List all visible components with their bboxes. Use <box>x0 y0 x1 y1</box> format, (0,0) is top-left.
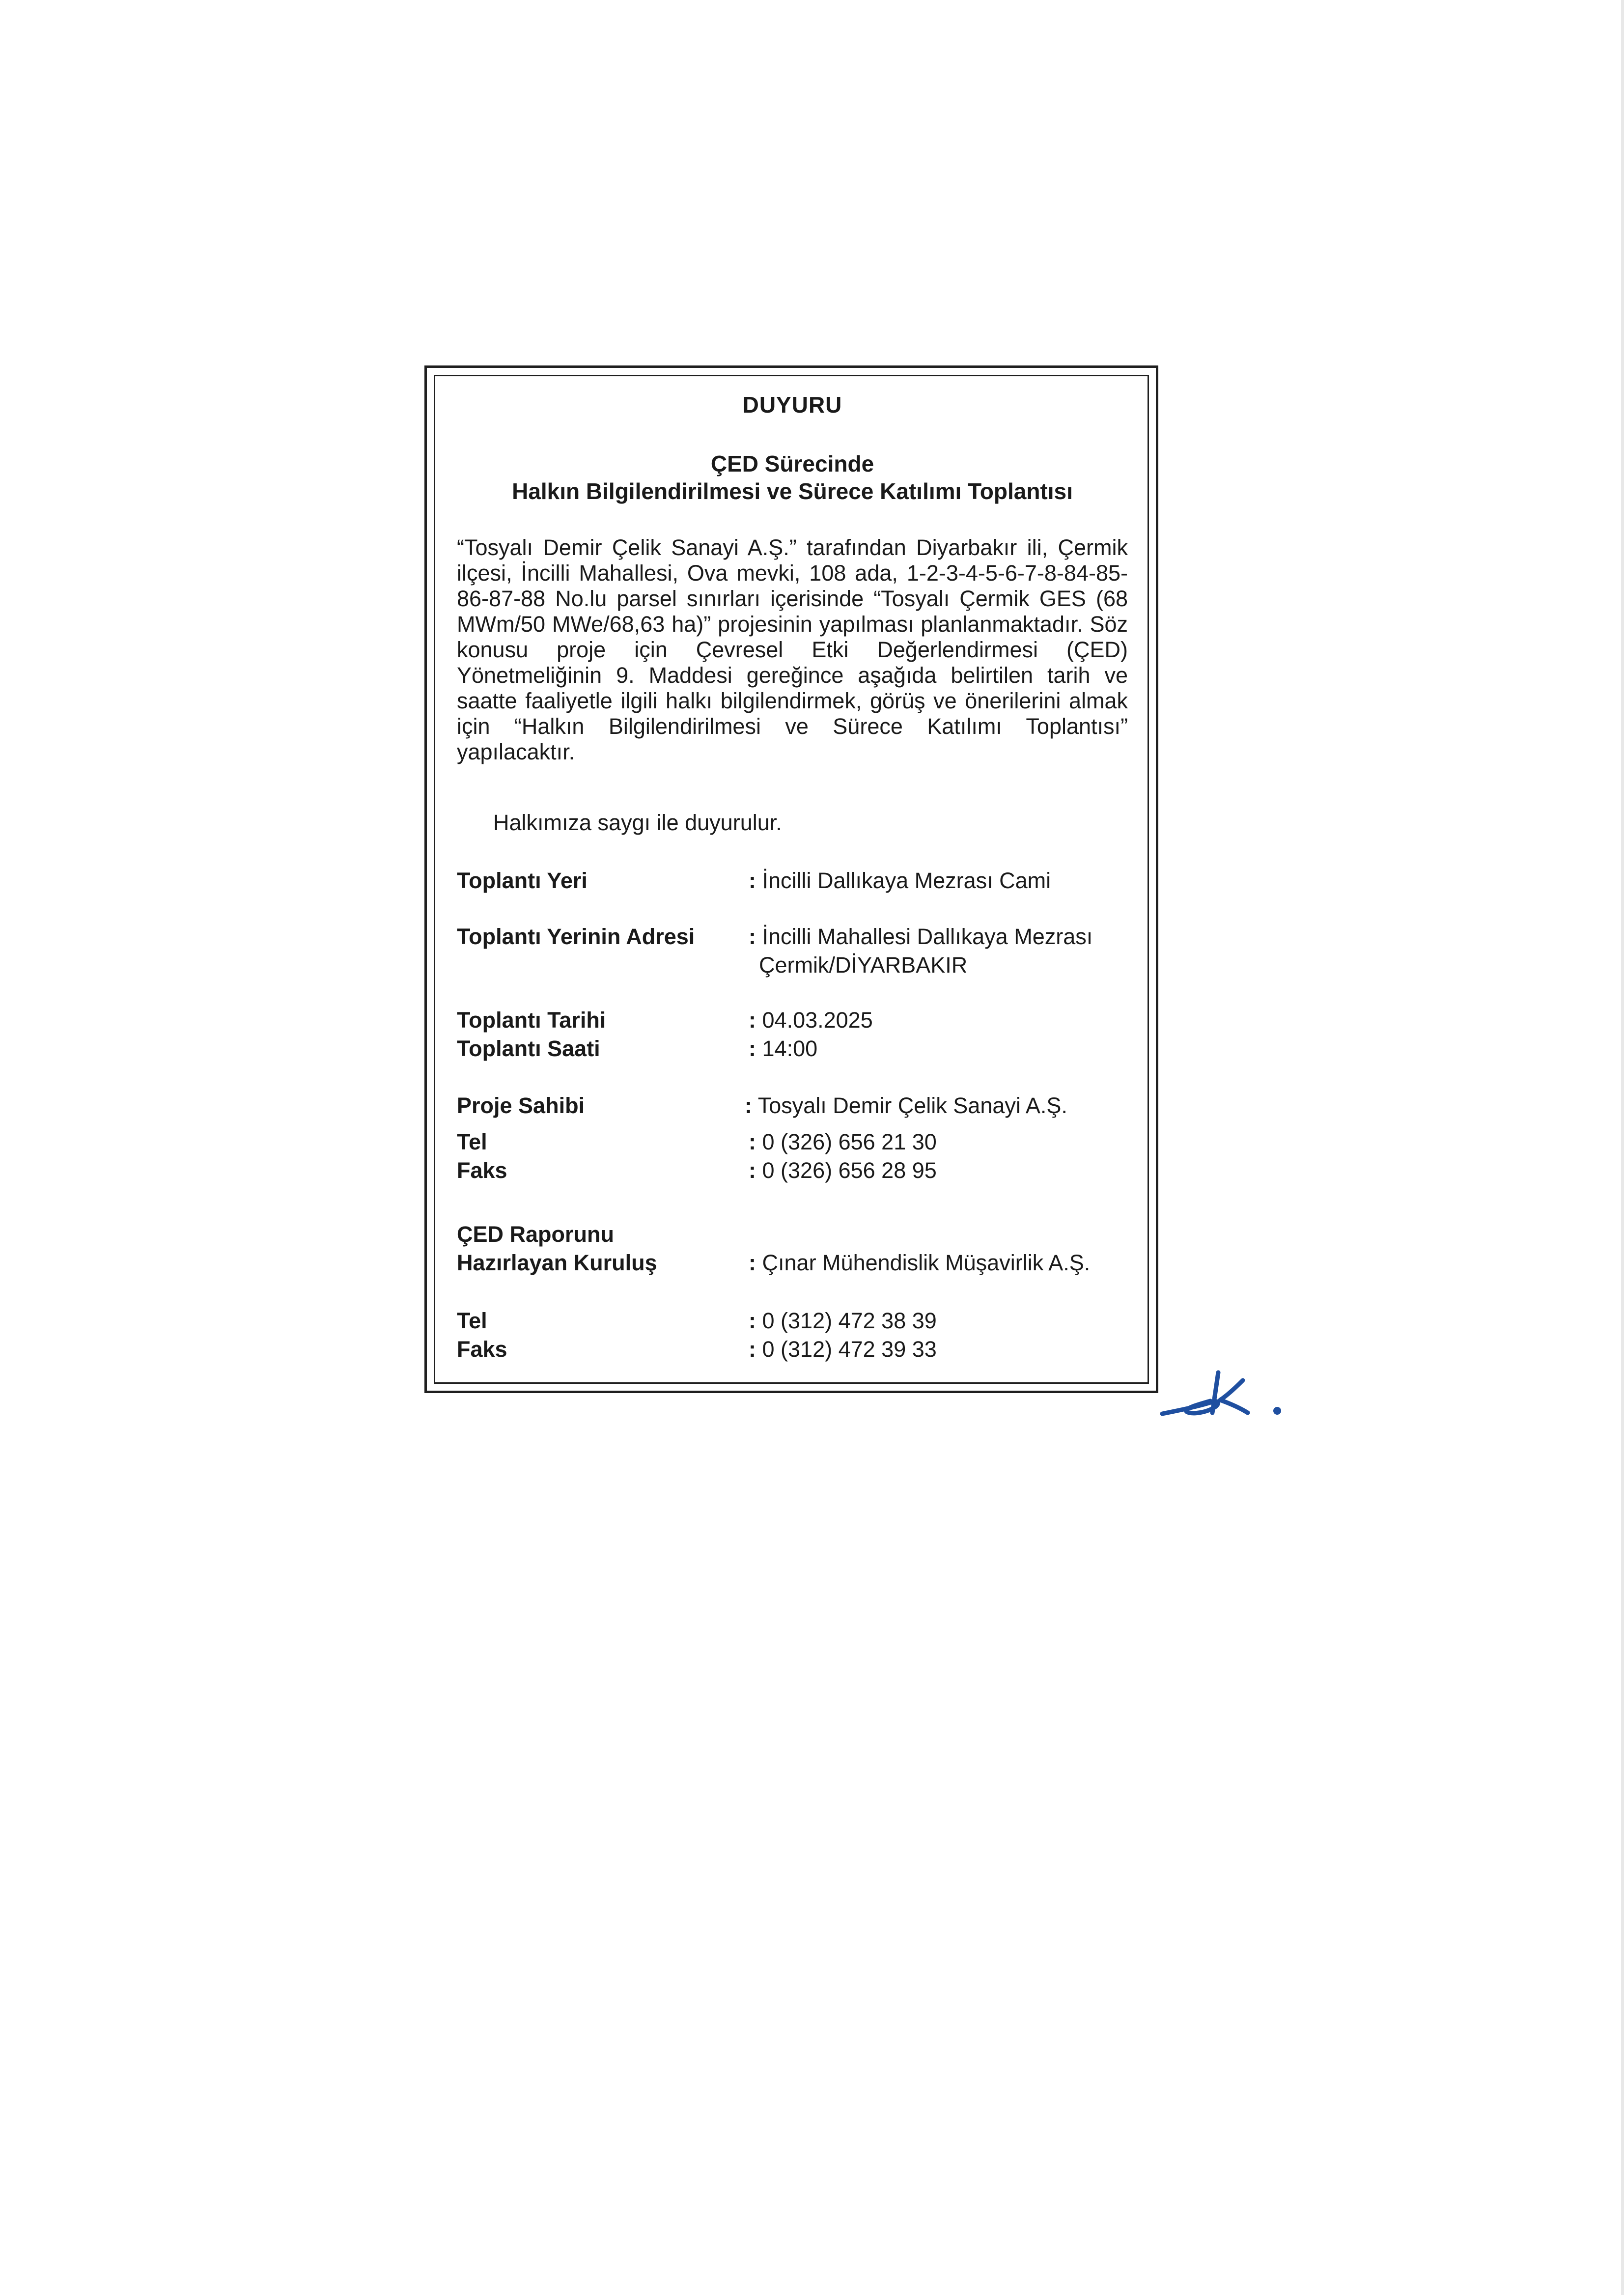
signature-stroke <box>1220 1380 1248 1413</box>
owner-tel-label: Tel <box>457 1129 487 1154</box>
colon: : <box>749 1129 756 1154</box>
notice-title: DUYURU <box>742 392 842 418</box>
notice-subtitle-line2: Halkın Bilgilendirilmesi ve Sürece Katılımı Toplantısı <box>512 478 1073 504</box>
notice-greeting: Halkımıza saygı ile duyurulur. <box>493 810 782 835</box>
consultant-tel-value <box>749 1308 937 1334</box>
colon: : <box>745 1093 752 1118</box>
meeting-time-text: 14:00 <box>762 1036 818 1061</box>
meeting-address-value <box>749 924 1092 950</box>
consultant-fax-text: 0 (312) 472 39 33 <box>762 1337 937 1362</box>
meeting-date-text: 04.03.2025 <box>762 1008 873 1033</box>
owner-fax-value <box>749 1158 937 1183</box>
consultant-tel-text: 0 (312) 472 38 39 <box>762 1308 937 1333</box>
consultant-fax-label: Faks <box>457 1337 507 1362</box>
owner-name: Tosyalı Demir Çelik Sanayi A.Ş. <box>757 1093 1067 1118</box>
consultant-fax-value <box>749 1337 937 1362</box>
meeting-date-value <box>749 1008 873 1033</box>
meeting-time-value <box>749 1036 817 1062</box>
colon: : <box>749 1158 756 1183</box>
signature-mark <box>1157 1366 1290 1429</box>
colon: : <box>749 924 756 949</box>
consultant-value <box>749 1250 1090 1276</box>
page-edge <box>1621 0 1624 2295</box>
consultant-tel-label: Tel <box>457 1308 487 1333</box>
notice-subtitle-line1: ÇED Sürecinde <box>710 451 874 476</box>
meeting-time-label: Toplantı Saati <box>457 1036 600 1061</box>
notice-body: “Tosyalı Demir Çelik Sanayi A.Ş.” tarafından Diyarbakır ili, Çermik ilçesi, İncilli Mahallesi, Ova mevki, 108 ada, 1-2-3-4-5-6-7-8-84-85-86-87-88 No.lu parsel sınırları içerisinde “Tosyalı Çermik GES (68 MWm/50 MWe/68,63 ha)” projesinin yapılması planlanmaktadır. Söz konusu proje için Çevresel Etki Değerlendirmesi (ÇED) Yönetmeliğinin 9. Maddesi gereğince aşağıda belirtilen tarih ve saatte faaliyetle ilgili halkı bilgilendirmek, görüş ve önerilerini almak için “Halkın Bilgilendirilmesi ve Sürece Katılımı Toplantısı” yapılacaktır. <box>457 535 1128 764</box>
meeting-place-text: İncilli Dallıkaya Mezrası Cami <box>762 868 1051 893</box>
meeting-date-label: Toplantı Tarihi <box>457 1008 606 1033</box>
colon: : <box>749 868 756 893</box>
signature-stroke <box>1162 1401 1218 1414</box>
meeting-address-line1: İncilli Mahallesi Dallıkaya Mezrası <box>762 924 1093 949</box>
owner-fax-label: Faks <box>457 1158 507 1183</box>
colon: : <box>749 1008 756 1033</box>
owner-fax-text: 0 (326) 656 28 95 <box>762 1158 937 1183</box>
colon: : <box>749 1036 756 1061</box>
owner-value <box>745 1093 1067 1119</box>
owner-tel-value <box>749 1129 937 1155</box>
meeting-address-line2: Çermik/DİYARBAKIR <box>759 952 968 978</box>
meeting-place-value <box>749 868 1051 894</box>
consultant-name: Çınar Mühendislik Müşavirlik A.Ş. <box>762 1250 1091 1275</box>
consultant-label-line1: ÇED Raporunu <box>457 1222 614 1247</box>
owner-tel-text: 0 (326) 656 21 30 <box>762 1129 937 1154</box>
meeting-address-label: Toplantı Yerinin Adresi <box>457 924 695 949</box>
owner-label: Proje Sahibi <box>457 1093 585 1118</box>
colon: : <box>749 1250 756 1275</box>
meeting-place-label: Toplantı Yeri <box>457 868 588 893</box>
consultant-label-line2: Hazırlayan Kuruluş <box>457 1250 657 1275</box>
notice-frame <box>424 365 1158 1393</box>
colon: : <box>749 1308 756 1333</box>
signature-dot <box>1273 1407 1281 1415</box>
colon: : <box>749 1337 756 1362</box>
